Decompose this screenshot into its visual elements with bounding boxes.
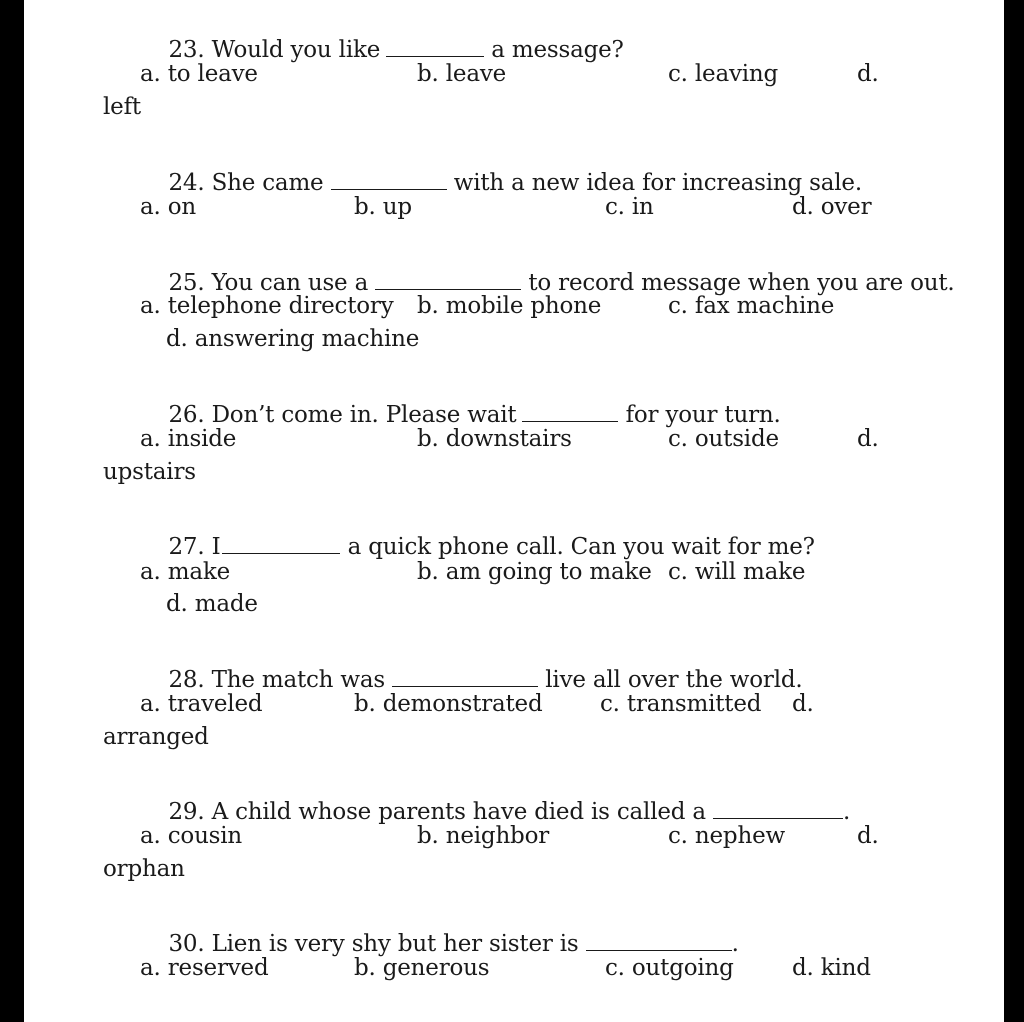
question-number: 23. <box>168 37 205 63</box>
question-text-before: She came <box>211 170 324 196</box>
option-a: a. telephone directory <box>140 293 394 319</box>
question-text-before: Would you like <box>211 37 381 63</box>
question-text-before: I <box>211 534 221 560</box>
question-text-after: . <box>843 799 851 825</box>
option-c: c. outside <box>668 426 779 452</box>
question-number: 27. <box>168 534 205 560</box>
option-a: a. cousin <box>140 823 243 849</box>
option-c: c. outgoing <box>605 955 734 981</box>
option-b: b. leave <box>417 61 507 87</box>
option-d-word: orphan <box>103 856 185 882</box>
answer-blank <box>586 932 732 951</box>
question-number: 30. <box>168 931 205 957</box>
question-text-after: for your turn. <box>625 402 781 428</box>
option-c: c. will make <box>668 559 806 585</box>
option-d: d. over <box>792 194 872 220</box>
option-d-word: left <box>103 94 141 120</box>
option-b: b. mobile phone <box>417 293 602 319</box>
question-number: 24. <box>168 170 205 196</box>
option-b: b. up <box>354 194 412 220</box>
answer-blank <box>375 271 521 290</box>
answer-blank <box>386 38 484 57</box>
option-b: b. downstairs <box>417 426 572 452</box>
question-number: 29. <box>168 799 205 825</box>
question-text-after: with a new idea for increasing sale. <box>453 170 862 196</box>
option-d-letter: d. <box>857 426 879 452</box>
answer-blank <box>392 668 538 687</box>
question-text-after: live all over the world. <box>545 667 803 693</box>
answer-blank <box>331 171 447 190</box>
option-a: a. reserved <box>140 955 269 981</box>
option-d: d. answering machine <box>166 326 420 352</box>
question-text-before: A child whose parents have died is called a <box>211 799 706 825</box>
question-number: 28. <box>168 667 205 693</box>
option-b: b. am going to make <box>417 559 652 585</box>
question-text-before: The match was <box>211 667 386 693</box>
option-c: c. leaving <box>668 61 779 87</box>
option-a: a. to leave <box>140 61 258 87</box>
question-text-after: . <box>731 931 739 957</box>
option-b: b. neighbor <box>417 823 550 849</box>
answer-blank <box>713 800 843 819</box>
option-d: d. made <box>166 591 258 617</box>
worksheet-page <box>24 0 1004 1022</box>
option-d: d. kind <box>792 955 871 981</box>
option-b: b. demonstrated <box>354 691 543 717</box>
option-d-letter: d. <box>857 823 879 849</box>
option-d-word: arranged <box>103 724 209 750</box>
answer-blank <box>222 535 340 554</box>
option-c: c. fax machine <box>668 293 835 319</box>
option-a: a. on <box>140 194 196 220</box>
question-text-after: a message? <box>491 37 624 63</box>
question-number: 26. <box>168 402 205 428</box>
option-a: a. make <box>140 559 231 585</box>
option-d-word: upstairs <box>103 459 196 485</box>
option-c: c. transmitted <box>600 691 762 717</box>
option-d-letter: d. <box>857 61 879 87</box>
question-24-stem <box>140 144 862 222</box>
answer-blank <box>522 403 618 422</box>
question-text-after: a quick phone call. Can you wait for me? <box>347 534 815 560</box>
question-text-before: Don’t come in. Please wait <box>211 402 517 428</box>
option-d-letter: d. <box>792 691 814 717</box>
option-b: b. generous <box>354 955 490 981</box>
question-number: 25. <box>168 270 205 296</box>
option-a: a. inside <box>140 426 237 452</box>
question-text-before: You can use a <box>211 270 369 296</box>
option-c: c. nephew <box>668 823 785 849</box>
question-text-before: Lien is very shy but her sister is <box>211 931 579 957</box>
option-c: c. in <box>605 194 654 220</box>
option-a: a. traveled <box>140 691 263 717</box>
question-text-after: to record message when you are out. <box>528 270 955 296</box>
